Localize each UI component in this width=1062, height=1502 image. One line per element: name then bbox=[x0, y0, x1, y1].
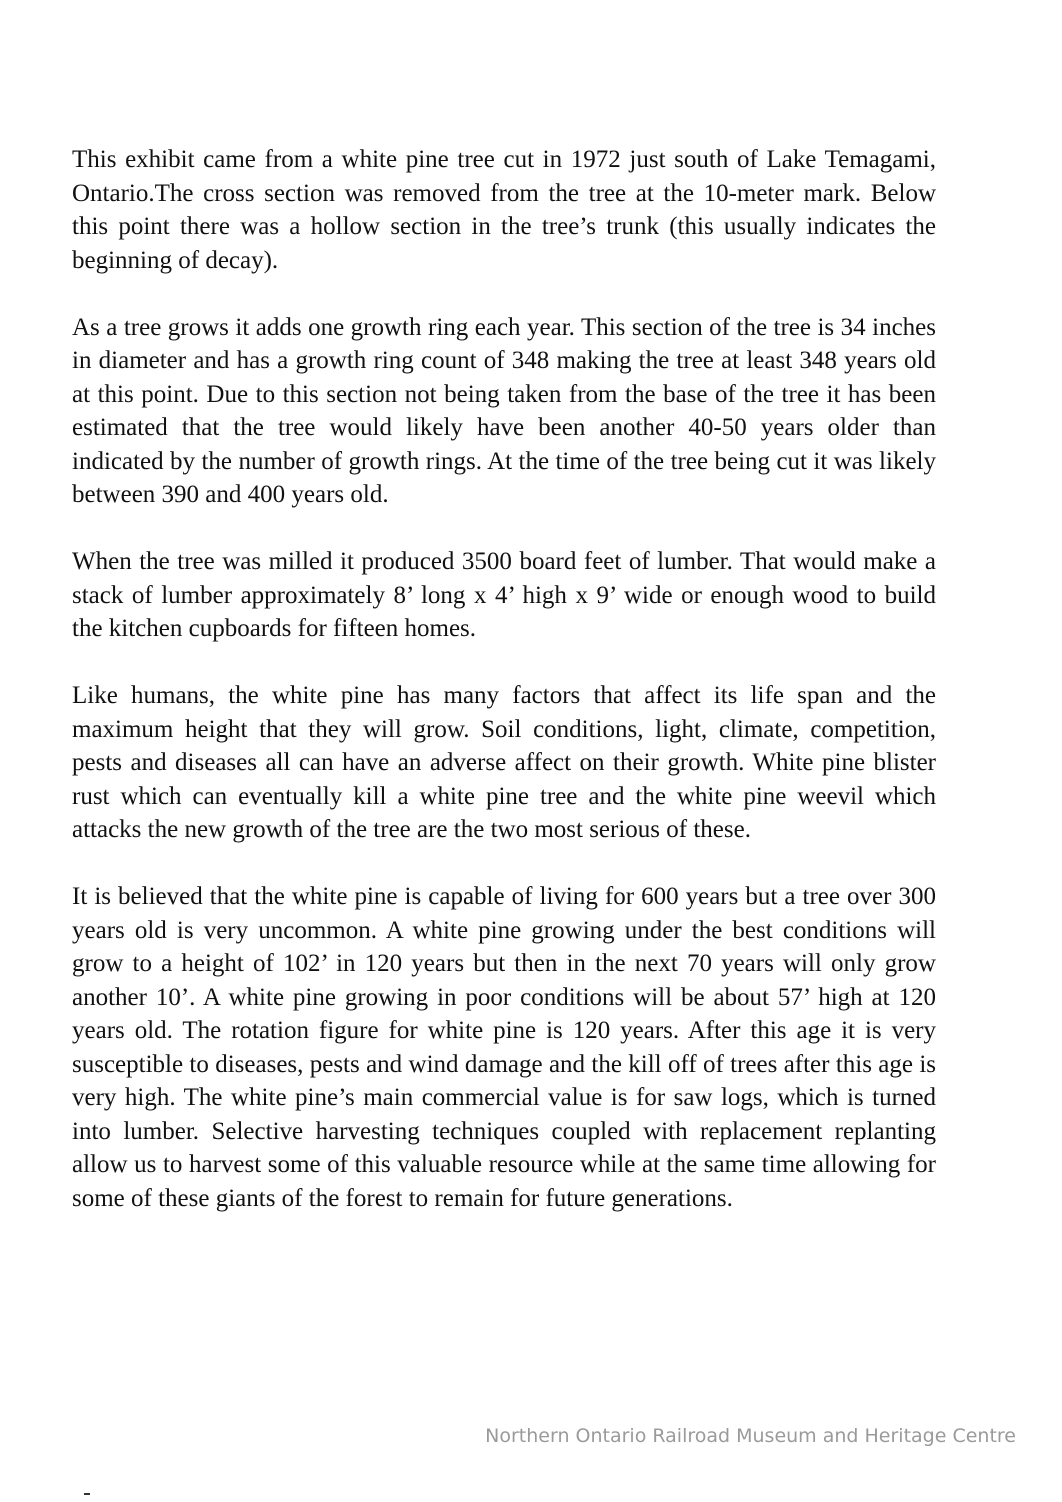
paragraph-exhibit-origin: This exhibit came from a white pine tree cut in 1972 just south of Lake Temagami, Ontario.The cross section was removed from the tree at the 10-meter mark. Below this point there was a hollow section in the tree’s trunk (this usually indicates the beginning of decay). bbox=[72, 146, 936, 274]
paragraph-longevity-and-harvest: It is believed that the white pine is capable of living for 600 years but a tree over 300 years old is very uncommon. A white pine growing under the best conditions will grow to a height of 102’ in 120 years but then in the next 70 years will only grow another 10’. A white pine growing in poor conditions will be about 57’ high at 120 years old. The rotation figure for white pine is 120 years. After this age it is very susceptible to diseases, pests and wind damage and the kill off of trees after this age is very high. The white pine’s main commercial value is for saw logs, which is turned into lumber. Selective harvesting techniques coupled with replacement replanting allow us to harvest some of this valuable resource while at the same time allowing for some of these giants of the forest to remain for future generations. bbox=[72, 883, 936, 1212]
paragraph-lumber-yield: When the tree was milled it produced 3500 board feet of lumber. That would make a stack of lumber approximately 8’ long x 4’ high x 9’ wide or enough wood to build the kitchen cupboards for fifteen homes. bbox=[72, 548, 936, 642]
museum-watermark: Northern Ontario Railroad Museum and Heritage Centre bbox=[485, 1425, 1016, 1447]
paragraph-life-span-factors: Like humans, the white pine has many factors that affect its life span and the maximum height that they will grow. Soil conditions, light, climate, competition, pests and diseases all can have an adverse affect on their growth. White pine blister rust which can eventually kill a white pine tree and the white pine weevil which attacks the new growth of the tree are the two most serious of these. bbox=[72, 682, 936, 843]
document-body bbox=[72, 143, 936, 1215]
scan-mark bbox=[84, 1493, 90, 1495]
paragraph-growth-rings: As a tree grows it adds one growth ring each year. This section of the tree is 34 inches in diameter and has a growth ring count of 348 making the tree at least 348 years old at this point. Due to this section not being taken from the base of the tree it has been estimated that the tree would likely have been another 40-50 years older than indicated by the number of growth rings. At the time of the tree being cut it was likely between 390 and 400 years old. bbox=[72, 313, 936, 508]
